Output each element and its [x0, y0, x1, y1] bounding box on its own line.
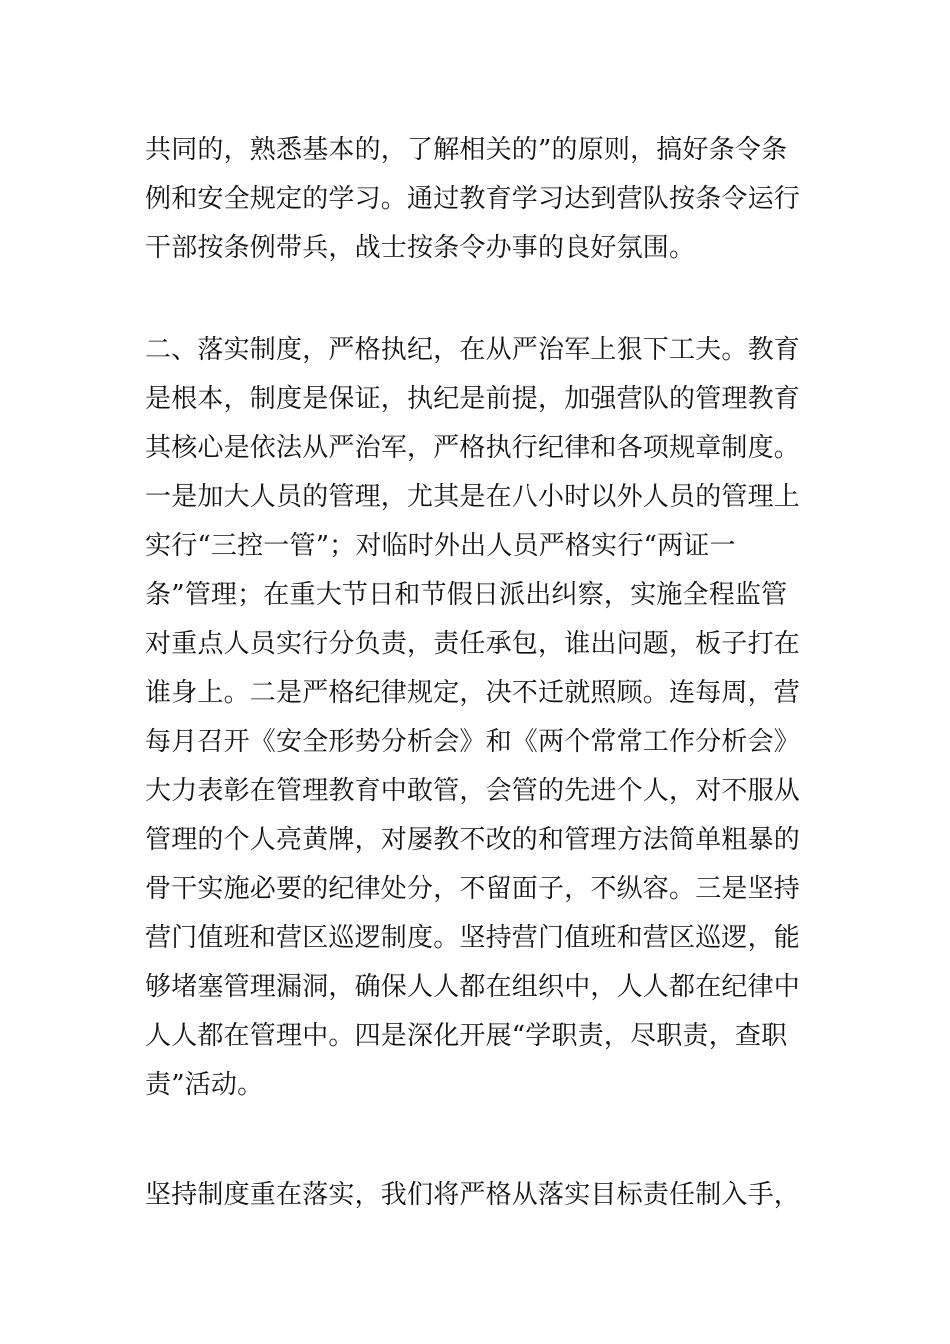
paragraph-2 — [145, 326, 815, 1110]
text-line: 是根本，制度是保证，执纪是前提，加强营队的管理教育 — [145, 384, 801, 414]
text-line: 大力表彰在管理教育中敢管，会管的先进个人，对不服从 — [145, 776, 801, 806]
text-line: 对重点人员实行分负责，责任承包，谁出问题，板子打在 — [145, 629, 801, 659]
paragraph-1 — [145, 126, 815, 273]
text-line: 共同的，熟悉基本的，了解相关的”的原则，搞好条令条 — [145, 135, 788, 165]
text-line: 其核心是依法从严治军，严格执行纪律和各项规章制度。 — [145, 433, 801, 463]
text-line: 例和安全规定的学习。通过教育学习达到营队按条令运行 — [145, 184, 801, 214]
text-line: 二、落实制度，严格执纪，在从严治军上狠下工夫。教育 — [145, 335, 801, 365]
text-line: 干部按条例带兵，战士按条令办事的良好氛围。 — [145, 233, 696, 263]
text-line: 坚持制度重在落实，我们将严格从落实目标责任制入手， — [145, 1180, 801, 1210]
text-line: 骨干实施必要的纪律处分，不留面子，不纵容。三是坚持 — [145, 874, 801, 904]
text-line: 每月召开《安全形势分析会》和《两个常常工作分析会》 — [145, 727, 801, 757]
text-line: 谁身上。二是严格纪律规定，决不迁就照顾。连每周，营 — [145, 678, 801, 708]
text-line: 够堵塞管理漏洞，确保人人都在组织中，人人都在纪律中 — [145, 972, 801, 1002]
text-line: 责”活动。 — [145, 1070, 264, 1100]
text-line: 条”管理；在重大节日和节假日派出纠察，实施全程监管 — [145, 580, 788, 610]
text-line: 人人都在管理中。四是深化开展“学职责，尽职责，查职 — [145, 1021, 788, 1051]
paragraph-3 — [145, 1171, 815, 1220]
text-line: 营门值班和营区巡逻制度。坚持营门值班和营区巡逻，能 — [145, 923, 801, 953]
text-line: 管理的个人亮黄牌，对屡教不改的和管理方法简单粗暴的 — [145, 825, 801, 855]
text-line: 实行“三控一管”；对临时外出人员严格实行“两证一 — [145, 531, 736, 561]
text-line: 一是加大人员的管理，尤其是在八小时以外人员的管理上 — [145, 482, 801, 512]
